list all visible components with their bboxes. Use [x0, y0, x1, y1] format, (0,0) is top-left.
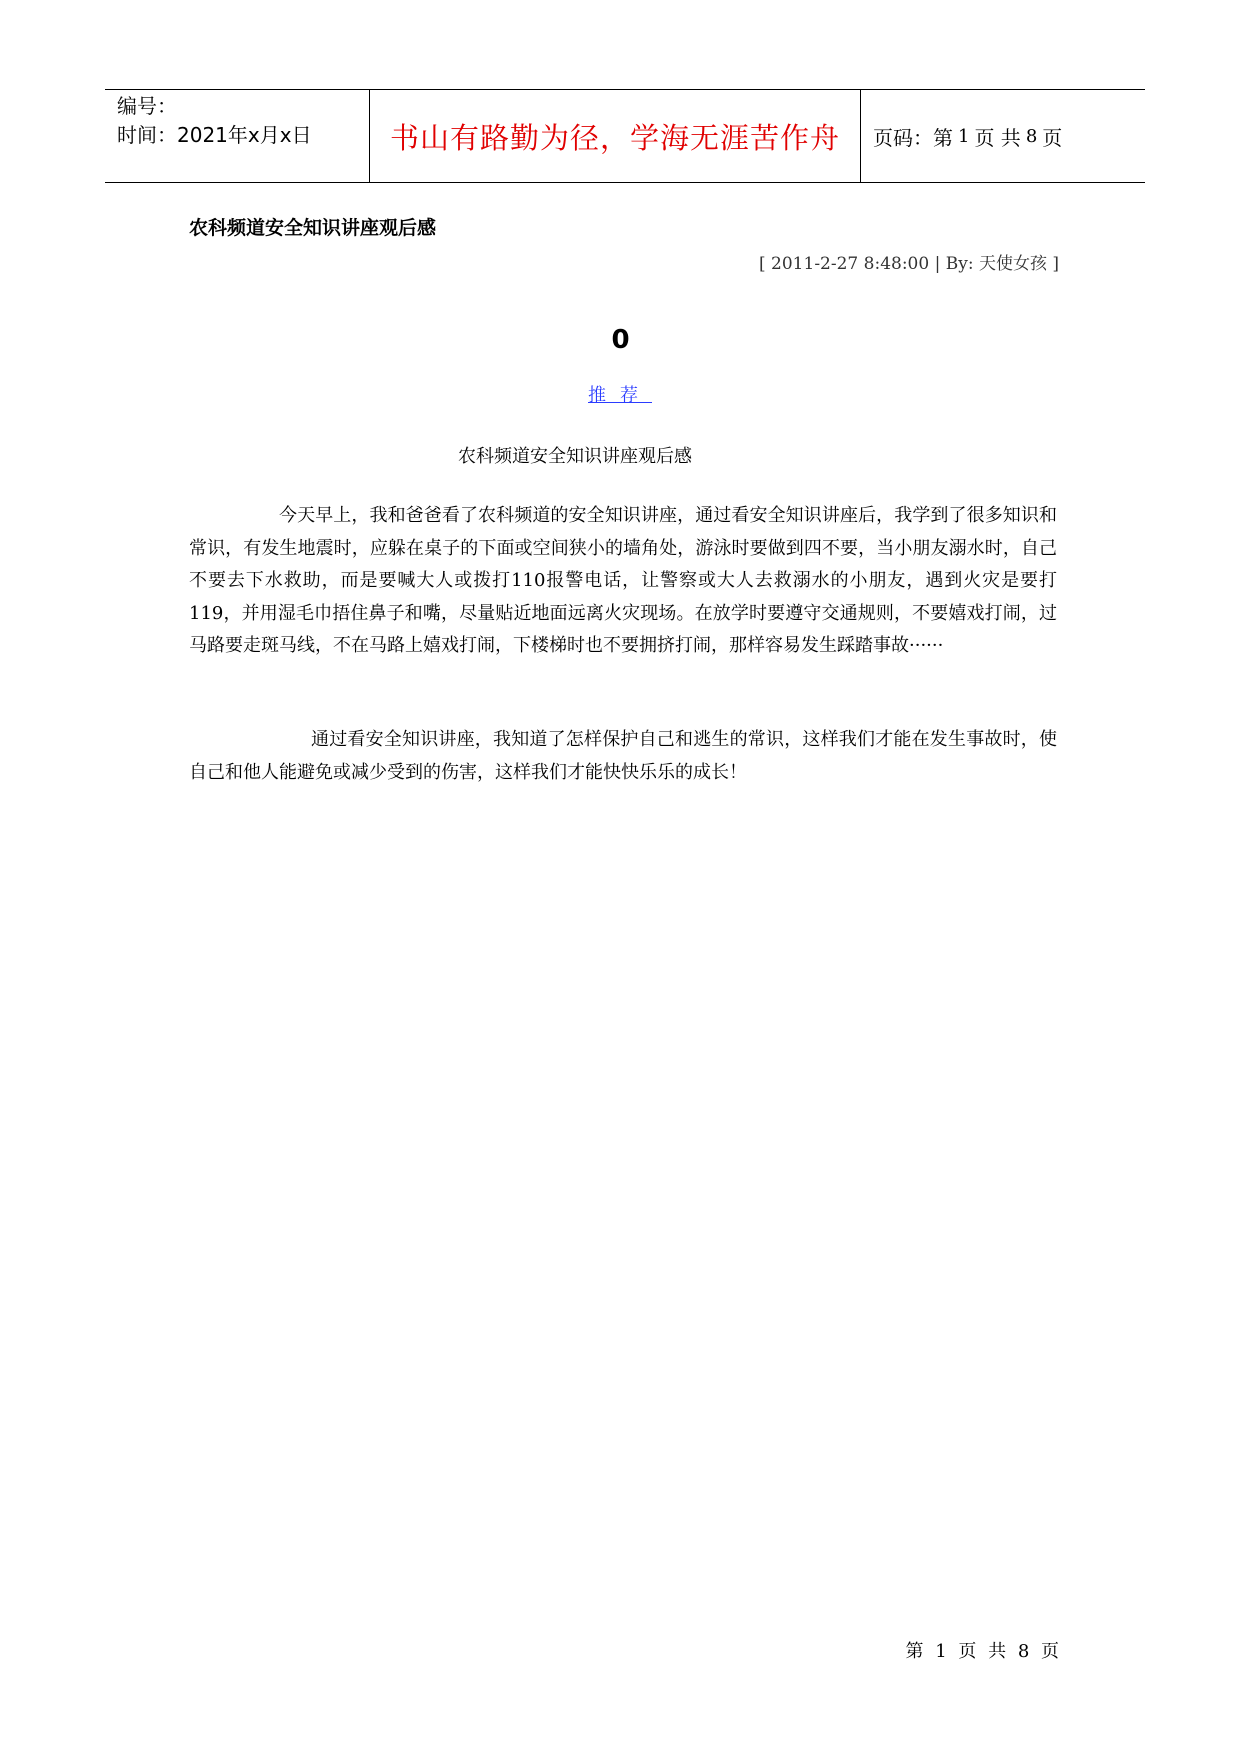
document-header [105, 89, 1145, 183]
page-total: 8 [1025, 125, 1038, 147]
article-title: 农科频道安全知识讲座观后感 [189, 217, 437, 239]
time-label: 时间：2021年x月x日 [117, 123, 312, 147]
number-label: 编号： [117, 94, 177, 118]
paragraph-2: 通过看安全知识讲座，我知道了怎样保护自己和逃生的常识，这样我们才能在发生事故时，使自己和他人能避免或减少受到的伤害，这样我们才能快快乐乐的成长！ [189, 729, 1057, 783]
recommend-link[interactable]: 推荐 [588, 385, 652, 406]
article-meta: [ 2011-2-27 8:48:00 | By: 天使女孩 ] [759, 254, 1059, 274]
page-suffix: 页 [1042, 125, 1063, 150]
page-middle: 页 共 [974, 125, 1021, 150]
header-page-cell [861, 90, 1145, 182]
recommend-count: 0 [611, 325, 630, 355]
motto-text: 书山有路勤为径，学海无涯苦作舟 [389, 120, 840, 155]
body-title: 农科频道安全知识讲座观后感 [458, 446, 692, 467]
page-footer: 第 1 页 共 8 页 [905, 1641, 1059, 1662]
paragraph-1: 今天早上，我和爸爸看了农科频道的安全知识讲座，通过看安全知识讲座后，我学到了很多知识和常识，有发生地震时，应躲在桌子的下面或空间狭小的墙角处，游泳时要做到四不要，当小朋友溺水时，自己不要去下水救助，而是要喊大人或拨打110报警电话，让警察或大人去救溺水的小朋友，遇到火灾是要打119，并用湿毛巾捂住鼻子和嘴，尽量贴近地面远离火灾现场。在放学时要遵守交通规则，不要嬉戏打闹，过马路要走斑马线，不在马路上嬉戏打闹，下楼梯时也不要拥挤打闹，那样容易发生踩踏事故······ [189, 505, 1057, 656]
page-current: 1 [958, 125, 970, 147]
header-motto-cell [370, 90, 861, 182]
page-prefix: 页码：第 [873, 125, 953, 150]
header-info-cell [105, 90, 370, 182]
